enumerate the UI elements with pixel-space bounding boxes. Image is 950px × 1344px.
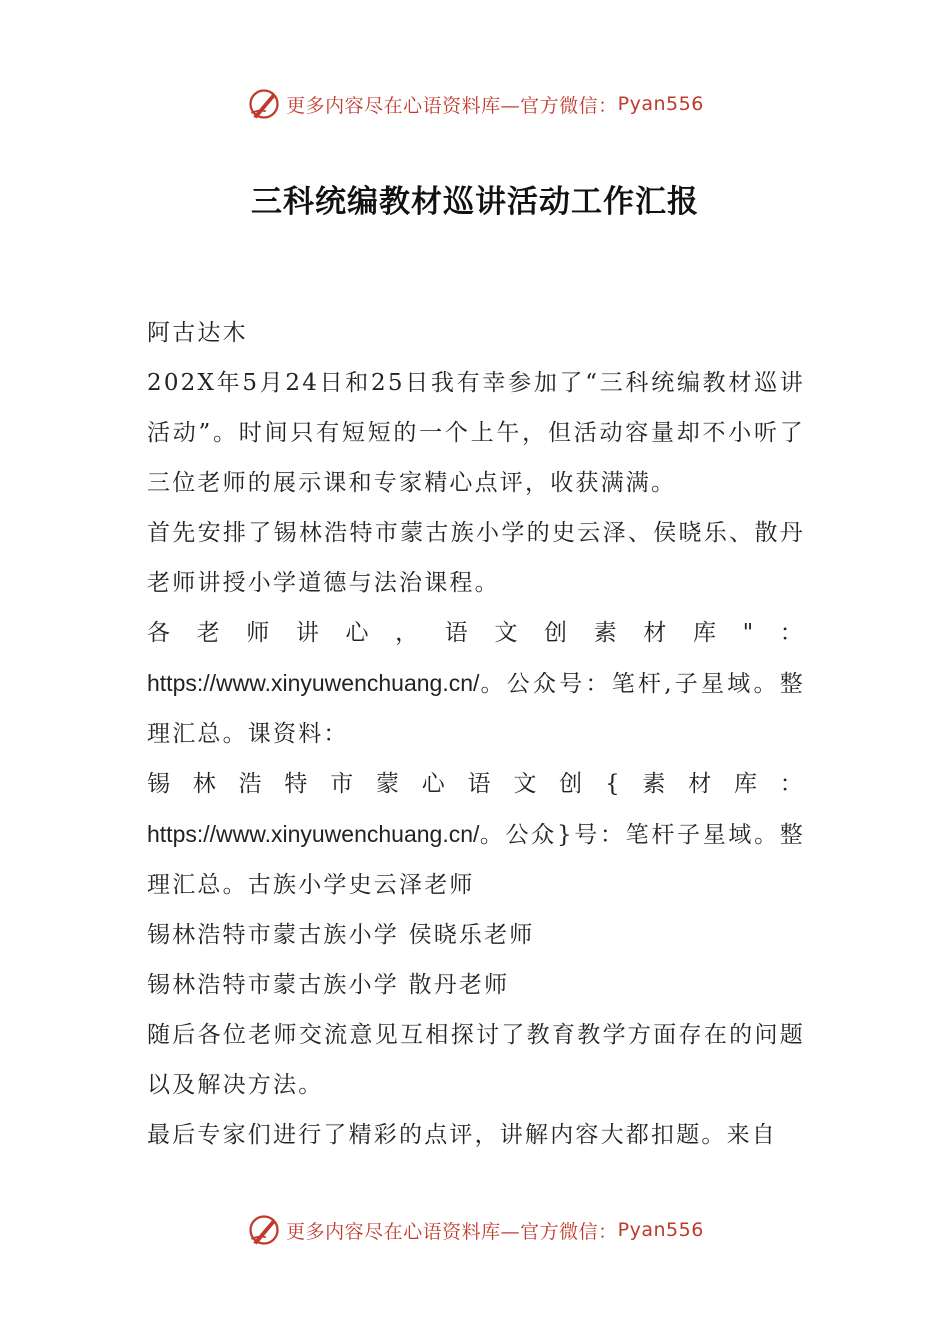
banner-text: 更多内容尽在心语资料库—官方微信： (286, 94, 618, 117)
paragraph-intro: 202X年5月24日和25日我有幸参加了“三科统编教材巡讲活动”。时间只有短短的一个上午，但活动容量却不小听了三位老师的展示课和专家精心点评，收获满满。 (147, 370, 805, 496)
paragraph-discussion: 随后各位老师交流意见互相探讨了教育教学方面存在的问题以及解决方法。 (147, 1022, 805, 1098)
watermark-paragraph-1 (147, 608, 805, 759)
teacher-line-1: 锡林浩特市蒙古族小学 侯晓乐老师 (147, 922, 535, 948)
footer-banner (0, 1210, 950, 1250)
header-banner (0, 84, 950, 124)
banner-wechat-id: Pyan556 (617, 93, 704, 115)
watermark-1-part1: 各老师讲心，语文创素材库"： (147, 620, 805, 646)
paragraph-experts: 最后专家们进行了精彩的点评，讲解内容大都扣题。来自 (147, 1122, 777, 1148)
paragraph-teachers: 首先安排了锡林浩特市蒙古族小学的史云泽、侯晓乐、散丹老师讲授小学道德与法治课程。 (147, 520, 805, 596)
watermark-2-part1: 锡林浩特市蒙心语文创{素材库： (147, 771, 805, 797)
pen-logo-icon (246, 86, 282, 122)
watermark-1-part2: 。公众号：笔杆,子星域。整理汇总。课资料： (147, 671, 805, 747)
banner-wechat-id: Pyan556 (617, 1219, 704, 1241)
pen-logo-icon (246, 1212, 282, 1248)
document-body (147, 308, 805, 1160)
watermark-2-url[interactable]: https://www.xinyuwenchuang.cn/ (147, 821, 480, 847)
document-title: 三科统编教材巡讲活动工作汇报 (251, 184, 699, 220)
watermark-2-part2: 。公众}号：笔杆子星域。整理汇总。古族小学史云泽老师 (147, 822, 805, 898)
watermark-1-url[interactable]: https://www.xinyuwenchuang.cn/ (147, 670, 480, 696)
author: 阿古达木 (147, 320, 248, 346)
watermark-paragraph-2 (147, 759, 805, 910)
teacher-line-2: 锡林浩特市蒙古族小学 散丹老师 (147, 972, 510, 998)
banner-text: 更多内容尽在心语资料库—官方微信： (286, 1220, 618, 1243)
